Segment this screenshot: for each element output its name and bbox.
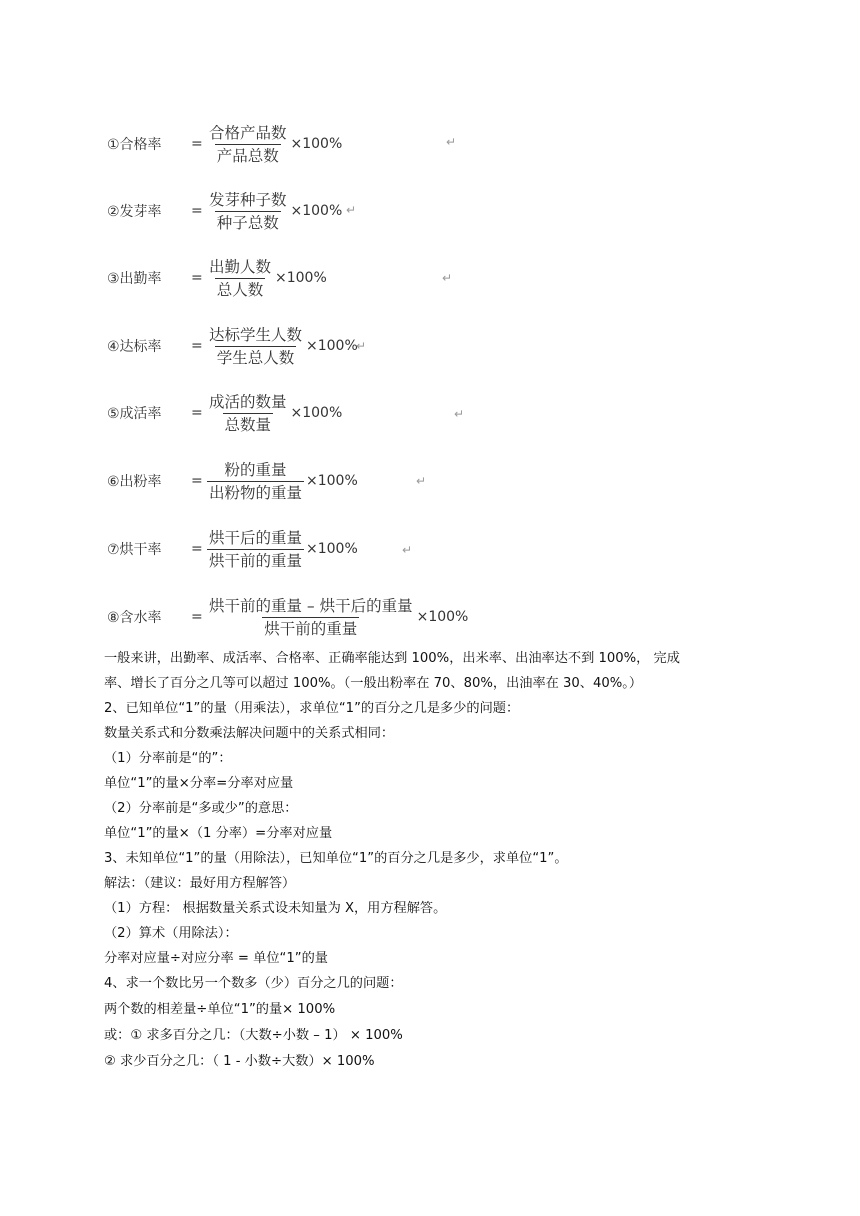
text-line: ② 求少百分之几：（ 1 - 小数÷大数）× 100% xyxy=(104,1054,375,1069)
equals-sign: = xyxy=(191,203,203,219)
fraction-denominator: 总人数 xyxy=(215,278,266,300)
equals-sign: = xyxy=(191,405,203,421)
equals-sign: = xyxy=(191,136,203,152)
fraction-numerator: 烘干后的重量 xyxy=(209,528,303,547)
section-heading: 2、已知单位“1”的量（用乘法），求单位“1”的百分之几是多少的问题： xyxy=(104,701,520,716)
fraction xyxy=(207,190,289,233)
paragraph-mark-icon: ↵ xyxy=(346,203,357,217)
paragraph-mark-icon: ↵ xyxy=(356,339,367,353)
fraction xyxy=(207,596,415,639)
fraction xyxy=(207,123,289,166)
paragraph-mark-icon: ↵ xyxy=(446,135,457,149)
fraction xyxy=(207,460,304,503)
fraction-numerator: 成活的数量 xyxy=(209,392,287,411)
equals-sign: = xyxy=(191,270,203,286)
fraction-denominator: 产品总数 xyxy=(215,144,281,166)
fraction-numerator: 发芽种子数 xyxy=(209,190,287,209)
fraction-denominator: 种子总数 xyxy=(215,211,281,233)
text-line: （1）分率前是“的”： xyxy=(104,751,232,766)
formula-name: ②发芽率 xyxy=(107,204,162,220)
formula-name: ⑤成活率 xyxy=(107,406,162,422)
times-percent: ×100% xyxy=(416,609,469,625)
fraction-numerator: 烘干前的重量 – 烘干后的重量 xyxy=(209,596,413,615)
formula-name: ④达标率 xyxy=(107,339,162,355)
formula-survival-rate xyxy=(107,387,342,439)
fraction-numerator: 合格产品数 xyxy=(209,123,287,142)
times-percent: ×100% xyxy=(275,270,327,286)
formula-standard-rate xyxy=(107,320,358,372)
equals-sign: = xyxy=(191,541,203,557)
formula-attendance-rate xyxy=(107,252,327,304)
text-line: 分率对应量÷对应分率 = 单位“1”的量 xyxy=(104,951,328,966)
text-line: （2）分率前是“多或少”的意思： xyxy=(104,801,298,816)
text-line: 单位“1”的量×（1 分率）=分率对应量 xyxy=(104,826,333,841)
section-heading: 3、未知单位“1”的量（用除法），已知单位“1”的百分之几是多少，求单位“1”。 xyxy=(104,851,568,866)
fraction-denominator: 学生总人数 xyxy=(215,346,297,368)
paragraph-mark-icon: ↵ xyxy=(454,407,465,421)
section-heading: 4、求一个数比另一个数多（少）百分之几的问题： xyxy=(104,976,403,991)
text-line: 数量关系式和分数乘法解决问题中的关系式相同： xyxy=(104,726,395,741)
text-line: 解法：（建议：最好用方程解答） xyxy=(104,876,296,891)
formula-name: ③出勤率 xyxy=(107,271,162,287)
equals-sign: = xyxy=(191,338,203,354)
fraction-denominator: 出粉物的重量 xyxy=(207,481,304,503)
fraction-denominator: 烘干前的重量 xyxy=(207,549,304,571)
equals-sign: = xyxy=(191,609,203,625)
formula-name: ⑧含水率 xyxy=(107,610,162,626)
formula-drying-rate xyxy=(107,523,358,575)
text-line: 两个数的相差量÷单位“1”的量× 100% xyxy=(104,1002,336,1017)
text-line: 单位“1”的量×分率=分率对应量 xyxy=(104,776,294,791)
times-percent: ×100% xyxy=(306,473,358,489)
text-line: 一般来讲，出勤率、成活率、合格率、正确率能达到 100%，出米率、出油率达不到 100%， 完成 xyxy=(104,651,680,666)
times-percent: ×100% xyxy=(290,203,343,219)
text-line: 或：① 求多百分之几：（大数÷小数 – 1） × 100% xyxy=(104,1028,403,1043)
fraction xyxy=(207,325,304,368)
formula-flour-rate xyxy=(107,455,358,507)
fraction-numerator: 粉的重量 xyxy=(224,460,287,479)
formula-pass-rate xyxy=(107,118,342,170)
text-line: （1）方程： 根据数量关系式设未知量为 X，用方程解答。 xyxy=(104,901,447,916)
times-percent: ×100% xyxy=(290,136,343,152)
paragraph-mark-icon: ↵ xyxy=(402,543,413,557)
fraction xyxy=(207,257,273,300)
fraction-denominator: 总数量 xyxy=(223,413,274,435)
formula-name: ⑥出粉率 xyxy=(107,474,162,490)
times-percent: ×100% xyxy=(306,338,358,354)
formula-germination-rate xyxy=(107,185,342,237)
text-line: 率、增长了百分之几等可以超过 100%。（一般出粉率在 70、80%，出油率在 30、40%。） xyxy=(104,676,643,691)
text-line: （2）算术（用除法）： xyxy=(104,926,238,941)
times-percent: ×100% xyxy=(290,405,343,421)
paragraph-mark-icon: ↵ xyxy=(416,474,427,488)
formula-name: ⑦烘干率 xyxy=(107,542,162,558)
paragraph-mark-icon: ↵ xyxy=(442,271,453,285)
fraction xyxy=(207,528,304,571)
times-percent: ×100% xyxy=(306,541,358,557)
fraction-numerator: 出勤人数 xyxy=(209,257,272,276)
formula-moisture-rate xyxy=(107,591,468,643)
fraction-denominator: 烘干前的重量 xyxy=(262,617,359,639)
fraction-numerator: 达标学生人数 xyxy=(209,325,303,344)
formula-name: ①合格率 xyxy=(107,137,162,153)
fraction xyxy=(207,392,289,435)
equals-sign: = xyxy=(191,473,203,489)
